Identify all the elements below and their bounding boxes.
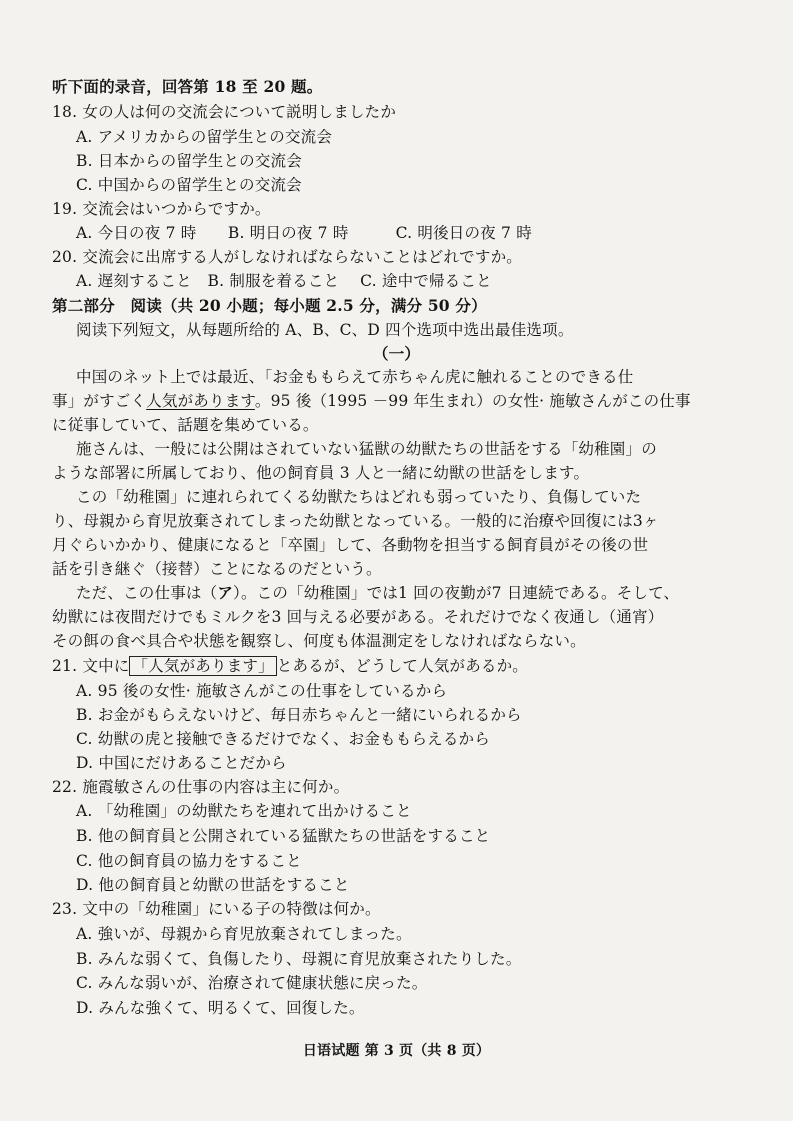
question-text: 21. 文中に [52,657,130,675]
passage-line: 話を引き継ぐ（接替）ことになるのだという。 [52,560,382,578]
q23-option-d: D. みんな強くて、明るくて、回復した。 [76,999,365,1017]
passage-line: り、母親から育児放棄されてしまった幼獣となっている。一般的に治療や回復には3ヶ [52,512,659,530]
q22-option-d: D. 他の飼育員と幼獣の世話をすること [76,876,350,894]
question-text: とあるが、どうして人気があるか。 [276,657,528,675]
q22-option-b: B. 他の飼育員と公開されている猛獣たちの世話をすること [76,827,491,845]
q21-option-c: C. 幼獣の虎と接触できるだけでなく、お金ももらえるから [76,730,490,748]
q21-option-a: A. 95 後の女性· 施敏さんがこの仕事をしているから [76,682,448,700]
q18-option-b: B. 日本からの留学生との交流会 [76,152,302,170]
q21-option-b: B. お金がもらえないけど、毎日赤ちゃんと一緒にいられるから [76,706,522,724]
passage-text: 。95 後（1995 －99 年生まれ）の女性· 施敏さんがこの仕事 [254,392,691,410]
q19-options: A. 今日の夜 7 時 B. 明日の夜 7 時 C. 明後日の夜 7 時 [76,224,532,242]
passage-line: 施さんは、一般には公開はされていない猛獣の幼獣たちの世話をする「幼稚園」の [76,440,657,458]
boxed-phrase: 「人気があります」 [129,656,276,676]
passage-text: ）。この「幼稚園」では1 回の夜勤が7 日連続である。そして、 [233,584,680,602]
q23-option-c: C. みんな弱いが、治療されて健康状態に戻った。 [76,974,428,992]
section-title: （一） [372,344,421,363]
q23-option-a: A. 強いが、母親から育児放棄されてしまった。 [76,925,412,943]
question-19: 19. 交流会はいつからですか。 [52,200,271,218]
passage-line [52,390,691,412]
q22-option-a: A. 「幼稚園」の幼獣たちを連れて出かけること [76,802,412,820]
passage-line: 中国のネット上では最近、「お金ももらえて赤ちゃん虎に触れることのできる仕 [76,368,634,386]
q18-option-a: A. アメリカからの留学生との交流会 [76,128,333,146]
underlined-phrase: 人気があります [146,392,255,410]
passage-line: に従事していて、話題を集めている。 [52,416,319,434]
q18-option-c: C. 中国からの留学生との交流会 [76,176,302,194]
passage-line: 月ぐらいかかり、健康になると「卒園」して、各動物を担当する飼育員がその後の世 [52,536,649,554]
passage-line: ような部署に所属しており、他の飼育員 3 人と一緒に幼獣の世話をします。 [52,464,590,482]
passage-text: 事」がすごく [52,392,147,410]
passage-text: ただ、この仕事は（ [76,584,218,602]
q21-option-d: D. 中国にだけあることだから [76,754,287,772]
question-23: 23. 文中の「幼稚園」にいる子の特徴は何か。 [52,900,381,918]
q23-option-b: B. みんな弱くて、負傷したり、母親に育児放棄されたりした。 [76,950,522,968]
question-21 [52,655,528,677]
q22-option-c: C. 他の飼育員の協力をすること [76,852,302,870]
part2-instruction: 阅读下列短文，从每题所给的 A、B、C、D 四个选项中选出最佳选项。 [76,321,574,339]
q20-options: A. 遅刻すること B. 制服を着ること C. 途中で帰ること [76,272,492,290]
passage-line: この「幼稚園」に連れられてくる幼獣たちはどれも弱っていたり、負傷していた [76,488,642,506]
question-18: 18. 女の人は何の交流会について説明しましたか [52,103,397,121]
passage-line: その餌の食べ具合や状態を観察し、何度も体温測定をしなければならない。 [52,632,586,650]
page-footer: 日语试题 第 3 页（共 8 页） [302,1043,491,1059]
passage-line [76,582,679,604]
question-20: 20. 交流会に出席する人がしなければならないことはどれですか。 [52,248,522,266]
blank-marker: ア [217,583,234,602]
question-22: 22. 施霞敏さんの仕事の内容は主に何か。 [52,778,350,796]
listening-intro: 听下面的录音，回答第 18 至 20 题。 [52,77,323,96]
passage-line: 幼獣には夜間だけでもミルクを3 回与える必要がある。それだけでなく夜通し（通宵） [52,608,664,626]
part2-heading: 第二部分 阅读（共 20 小题；每小题 2.5 分，满分 50 分） [52,296,487,315]
